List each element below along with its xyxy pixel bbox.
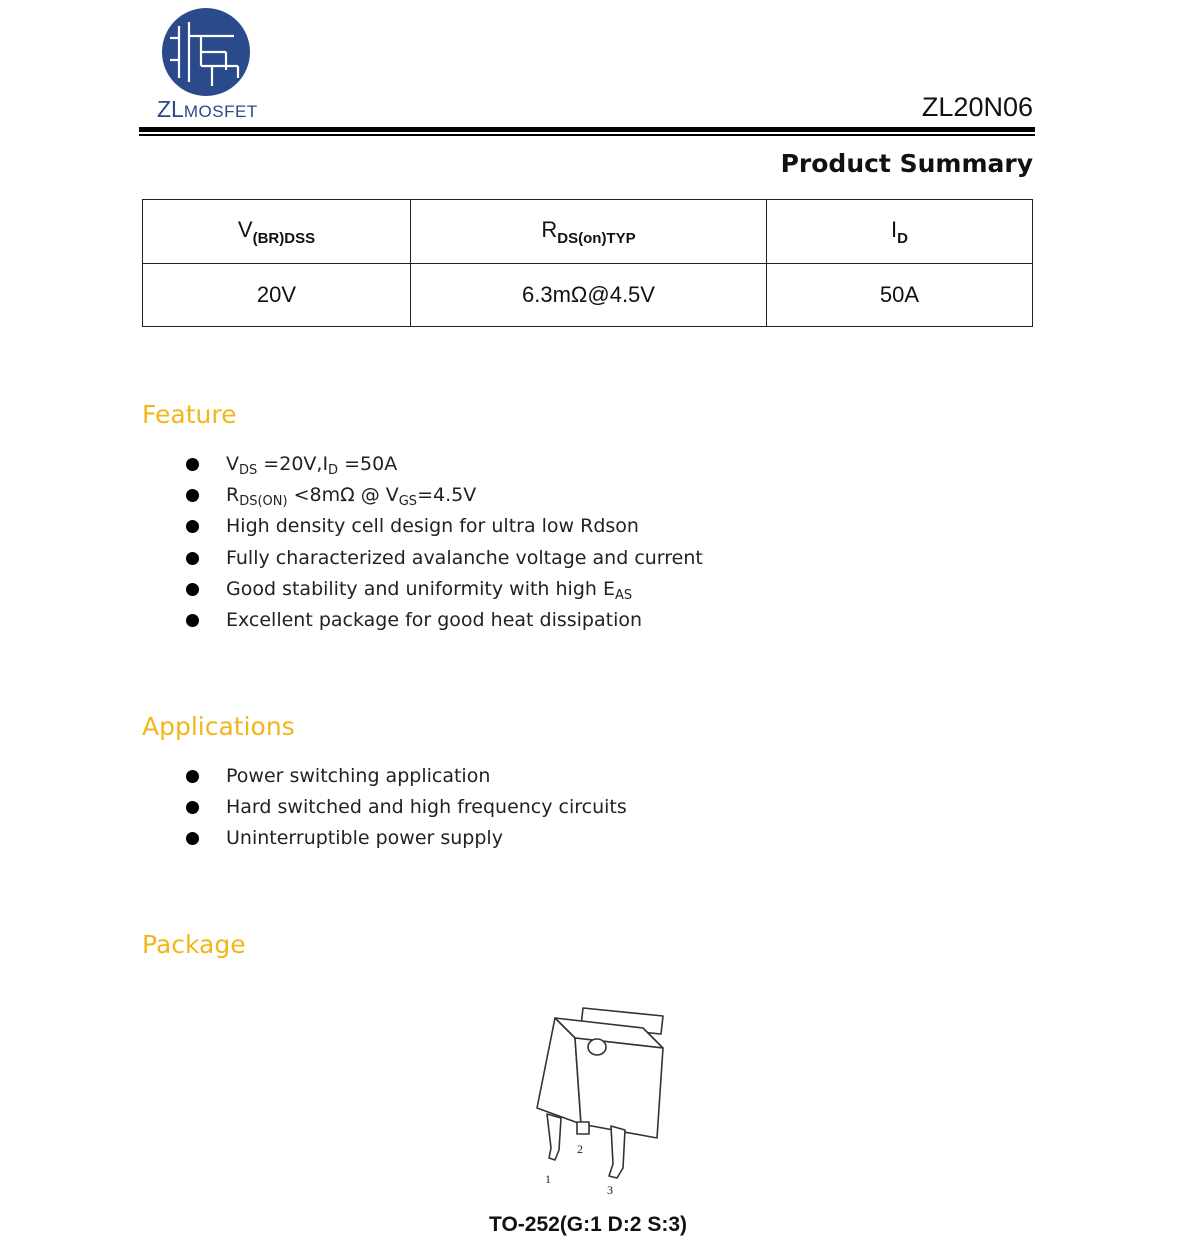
list-item: High density cell design for ultra low Rdson: [186, 511, 703, 542]
package-caption: TO-252(G:1 D:2 S:3): [489, 1213, 687, 1236]
bullet-icon: [186, 552, 199, 565]
feature-title: Feature: [142, 400, 237, 429]
product-summary-title: Product Summary: [780, 149, 1033, 178]
package-title: Package: [142, 930, 246, 959]
list-item: Uninterruptible power supply: [186, 823, 627, 854]
list-item: Fully characterized avalanche voltage and current: [186, 543, 703, 574]
bullet-icon: [186, 832, 199, 845]
bullet-icon: [186, 489, 199, 502]
header-vbrdss: $V_{(BR)DSS}$: [143, 200, 411, 264]
pin-label-1: 1: [545, 1172, 551, 1186]
pin-label-2: 2: [577, 1142, 583, 1156]
header-rule-thin: [139, 134, 1035, 136]
header-id: $I_D$: [767, 200, 1033, 264]
pin-label-3: 3: [607, 1183, 613, 1197]
summary-value-row: [143, 264, 1033, 327]
bullet-icon: [186, 614, 199, 627]
summary-header-row: [143, 200, 1033, 264]
product-summary-table: [142, 199, 1033, 327]
applications-title: Applications: [142, 712, 295, 741]
value-rdson: 6.3mΩ@4.5V: [411, 264, 767, 327]
header-rdson: $R_{DS(on)TYP}$: [411, 200, 767, 264]
part-number: ZL20N06: [921, 92, 1033, 122]
bullet-icon: [186, 770, 199, 783]
feature-list: [186, 449, 703, 636]
bullet-icon: [186, 520, 199, 533]
list-item: Hard switched and high frequency circuits: [186, 792, 627, 823]
list-item: Excellent package for good heat dissipation: [186, 605, 703, 636]
list-item: Power switching application: [186, 761, 627, 792]
logo-wordmark: [157, 96, 258, 123]
to252-package-drawing: [525, 1000, 675, 1200]
bullet-icon: [186, 458, 199, 471]
header-rule-thick: [139, 127, 1035, 132]
applications-list: [186, 761, 627, 855]
value-id: 50A: [767, 264, 1033, 327]
logo-text-zl: ZL: [157, 96, 184, 122]
bullet-icon: [186, 801, 199, 814]
list-item: Good stability and uniformity with high $E_{AS}$: [186, 574, 703, 605]
list-item: $R_{DS(ON)} <8m\Omega$ @ $V_{GS}=4.5V$: [186, 480, 703, 511]
bullet-icon: [186, 583, 199, 596]
logo-text-mosfet: MOSFET: [183, 102, 258, 121]
value-vbrdss: 20V: [143, 264, 411, 327]
list-item: $V_{DS} =20V,I_D =50A$: [186, 449, 703, 480]
